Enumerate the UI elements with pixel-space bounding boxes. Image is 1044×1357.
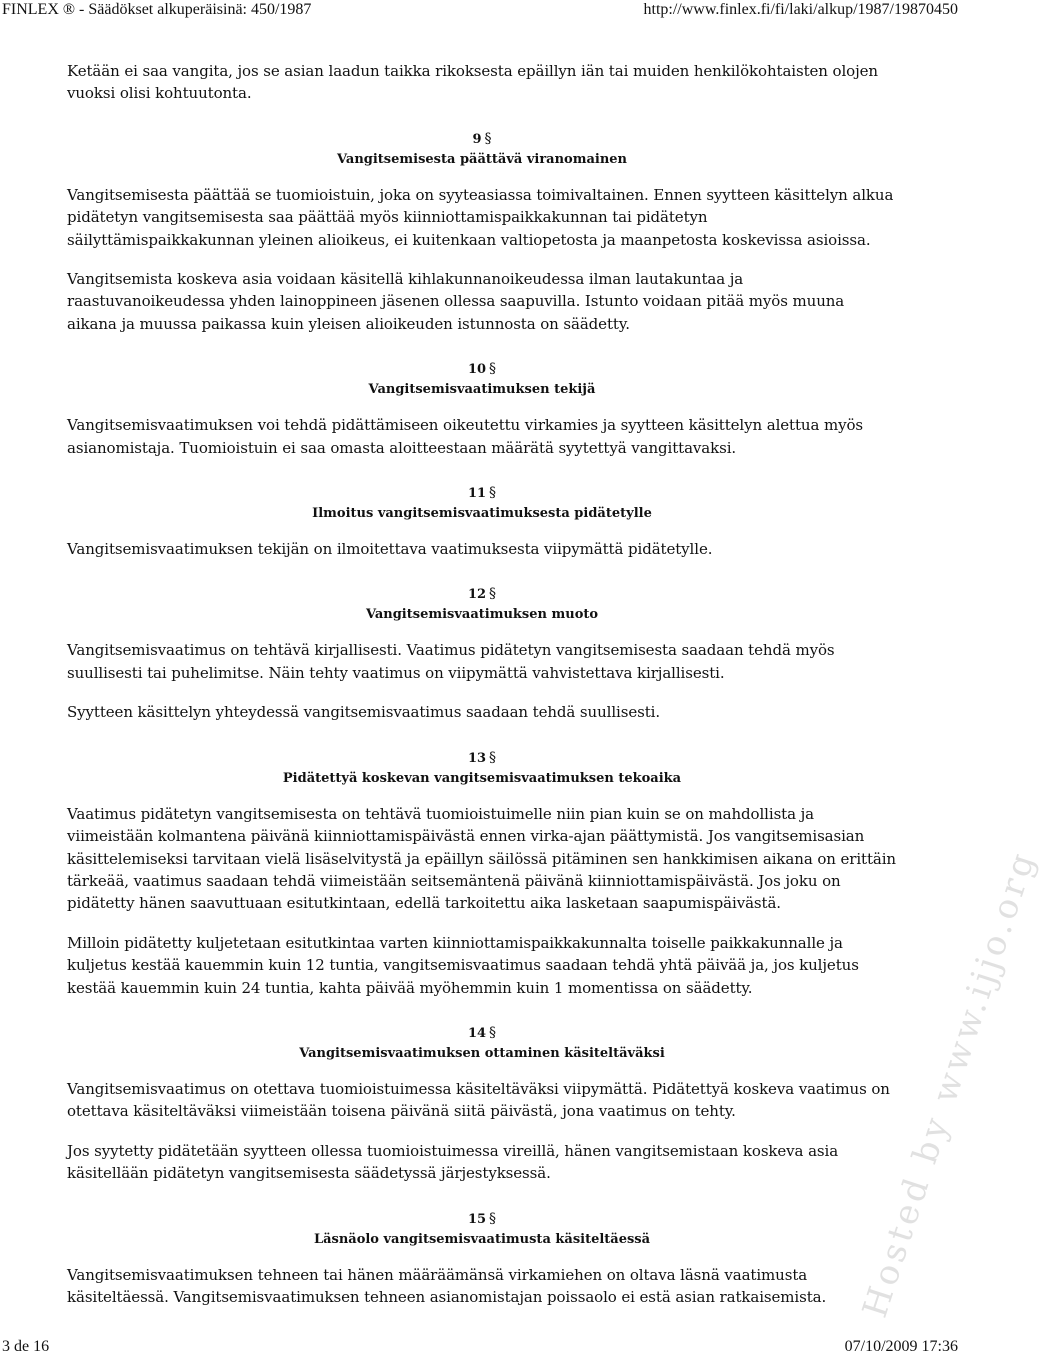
paragraph: Vangitsemisvaatimuksen tehneen tai hänen määräämänsä virkamiehen on oltava läsnä vaatimusta käsiteltäessä. Vangitsemisvaatimuksen tehneen asianomistajan poissaolo ei estä asian ratkaisemista.	[67, 1265, 827, 1306]
section-heading-13	[67, 748, 897, 789]
paragraph: Ketään ei saa vangita, jos se asian laadun taikka rikoksesta epäillyn iän tai muiden henkilökohtaisten olojen vuoksi olisi kohtuutonta.	[67, 62, 878, 103]
print-timestamp: 07/10/2009 17:36	[844, 1338, 958, 1355]
page-header-url[interactable]: http://www.finlex.fi/fi/laki/alkup/1987/19870450	[643, 1, 958, 18]
section-title: Vangitsemisesta päättävä viranomainen	[337, 151, 627, 167]
paragraph: Vangitsemisvaatimus on otettava tuomioistuimessa käsiteltäväksi viipymättä. Pidätettyä koskeva vaatimus on otettava käsiteltäväksi viimeistään toisena päivänä siitä päivästä, jona vaatimus on tehty.	[67, 1079, 890, 1121]
section-sign: §	[489, 485, 497, 502]
page-header-title: FINLEX ® - Säädökset alkuperäisinä: 450/1987	[2, 1, 312, 18]
section-number: 13 §	[467, 749, 497, 766]
section-title: Pidätettyä koskevan vangitsemisvaatimuksen tekoaika	[282, 770, 682, 786]
section-number: 10 §	[467, 361, 497, 378]
paragraph: Vangitsemisesta päättää se tuomioistuin, joka on syyteasiassa toimivaltainen. Ennen syytteen käsittelyn alkua pidätetyn vangitsemisesta saa päättää myös kiinniottamispaikkakunnan tai pidätetyn säilyttämispaikkakunnan yleinen alioikeus, ei kuitenkaan valtiopetosta ja maanpetosta koskevissa asioissa.	[67, 185, 894, 249]
section-number: 14 §	[467, 1024, 497, 1041]
section-title: Vangitsemisvaatimuksen tekijä	[368, 382, 596, 398]
section-sign: §	[489, 586, 497, 603]
section-number: 15 §	[467, 1210, 497, 1227]
paragraph: Vangitsemisvaatimuksen voi tehdä pidättämiseen oikeutettu virkamies ja syytteen käsittelyn alettua myös asianomistaja. Tuomioistuin ei saa omasta aloitteestaan määrätä syytettyä vangittavaksi.	[67, 416, 863, 457]
paragraph: Vangitsemista koskeva asia voidaan käsitellä kihlakunnanoikeudessa ilman lautakuntaa ja raastuvanoikeudessa yhden lainoppineen jäsenen ollessa saapuvilla. Istunto voidaan pitää myös muuna aikana ja muussa paikassa kuin yleisen alioikeuden istunnosta on säädetty.	[67, 270, 845, 333]
section-heading-9	[67, 129, 897, 170]
section-heading-10	[67, 359, 897, 400]
section-sign: §	[489, 361, 497, 378]
paragraph: Vangitsemisvaatimuksen tekijän on ilmoitettava vaatimuksesta viipymättä pidätetylle.	[67, 540, 713, 559]
section-sign: §	[484, 130, 492, 147]
section-number: 9 §	[472, 130, 492, 147]
paragraph: Vaatimus pidätetyn vangitsemisesta on tehtävä tuomioistuimelle niin pian kuin se on mahdollista ja viimeistään kolmantena päivänä kiinniottamispäivästä ennen virka-ajan päättymistä. Jos vangitsemisasian käsittelemiseksi tarvitaan vielä lisäselvitystä ja epäillyn säilössä pitäminen sen hankkimisen aikana on erittäin tärkeää, vaatimus saadaan tehdä viimeistään seitsemäntenä päivänä kiinniottamispäivästä. Jos joku on pidätetty hänen saavuttuaan esitutkintaan, edellä tarkoitettu aika lasketaan saapumispäivästä.	[67, 804, 896, 913]
section-sign: §	[489, 1024, 497, 1041]
paragraph: Jos syytetty pidätetään syytteen ollessa tuomioistuimessa vireillä, hänen vangitsemistaan koskeva asia käsitellään pidätetyn vangitsemisesta säädetyssä järjestyksessä.	[67, 1141, 839, 1183]
section-title: Vangitsemisvaatimuksen muoto	[365, 607, 599, 623]
paragraph: Milloin pidätetty kuljetetaan esitutkintaa varten kiinniottamispaikkakunnalta toiselle paikkakunnalle ja kuljetus kestää kauemmin kuin 12 tuntia, vangitsemisvaatimus saadaan tehdä yhtä päivää ja, jos kuljetus kestää kauemmin kuin 24 tuntia, kahta päivää myöhemmin kuin 1 momentissa on säädetty.	[67, 933, 859, 997]
section-title: Ilmoitus vangitsemisvaatimuksesta pidätetylle	[312, 506, 652, 522]
section-heading-11	[67, 483, 897, 524]
hosted-by-watermark: Hosted by www.ijjo.org	[855, 845, 1044, 1323]
section-title: Läsnäolo vangitsemisvaatimusta käsiteltäessä	[313, 1231, 651, 1247]
section-sign: §	[489, 749, 497, 766]
paragraph: Vangitsemisvaatimus on tehtävä kirjallisesti. Vaatimus pidätetyn vangitsemisesta saadaan tehdä myös suullisesti tai puhelimitse. Näin tehty vaatimus on viipymättä vahvistettava kirjallisesti.	[67, 641, 835, 682]
section-number: 12 §	[467, 586, 497, 603]
section-heading-15	[67, 1209, 897, 1250]
section-sign: §	[489, 1210, 497, 1227]
paragraph: Syytteen käsittelyn yhteydessä vangitsemisvaatimus saadaan tehdä suullisesti.	[67, 703, 661, 722]
section-heading-12	[67, 584, 897, 625]
section-number: 11 §	[467, 485, 497, 502]
document-body	[67, 60, 897, 1325]
section-title: Vangitsemisvaatimuksen ottaminen käsiteltäväksi	[299, 1045, 665, 1061]
section-heading-14	[67, 1023, 897, 1064]
page-counter: 3 de 16	[2, 1338, 50, 1355]
